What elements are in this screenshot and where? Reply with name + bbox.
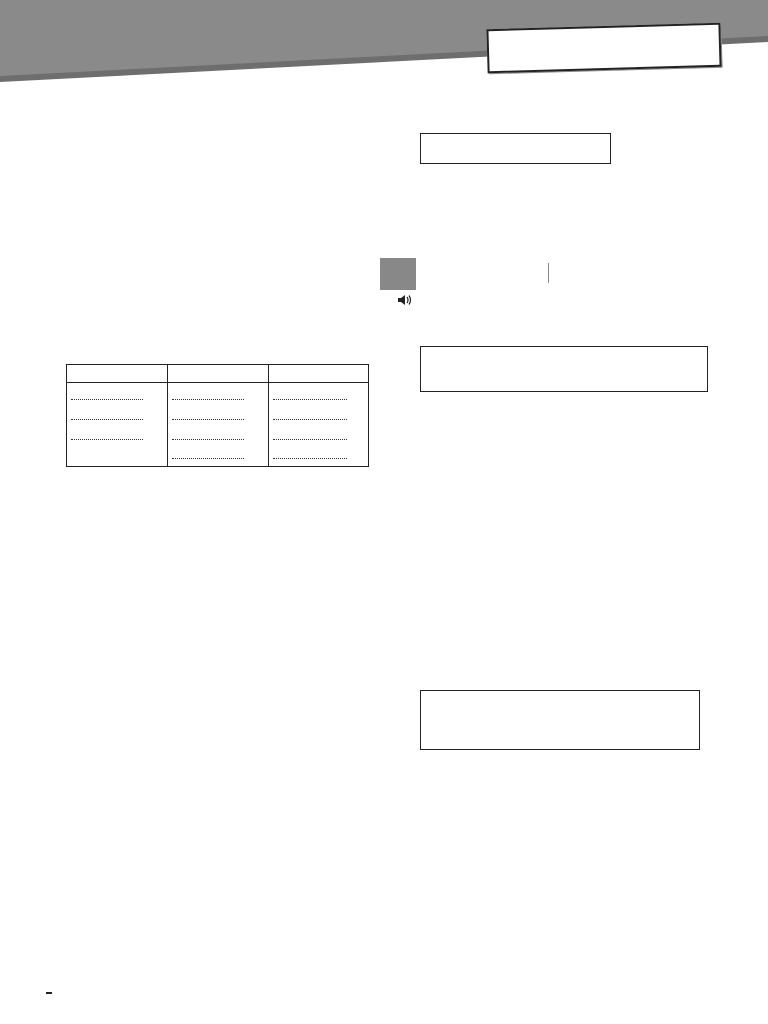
photocopiable-badge <box>46 992 52 994</box>
unit-label <box>486 23 721 74</box>
table-header <box>67 365 168 383</box>
table-cell-seasons[interactable] <box>168 383 269 467</box>
table-header <box>269 365 369 383</box>
answer-blank[interactable] <box>172 448 244 459</box>
table-cell-temperature[interactable] <box>67 383 168 467</box>
answer-blank[interactable] <box>172 389 244 400</box>
table-header <box>168 365 269 383</box>
answer-blank[interactable] <box>71 429 143 440</box>
answer-blank[interactable] <box>273 429 347 440</box>
answer-blank[interactable] <box>172 409 244 420</box>
answer-blank[interactable] <box>273 409 347 420</box>
page-header <box>0 0 768 88</box>
divider <box>548 263 549 283</box>
ex5-word-box <box>420 346 708 392</box>
pronunciation-icon <box>380 258 416 290</box>
ex2-table <box>66 364 369 467</box>
ex7-word-box <box>420 690 700 750</box>
audio-icon[interactable] <box>397 294 415 316</box>
answer-blank[interactable] <box>273 389 347 400</box>
answer-blank[interactable] <box>172 429 244 440</box>
answer-blank <box>71 389 143 400</box>
answer-blank[interactable] <box>273 448 347 459</box>
table-cell-weather[interactable] <box>269 383 369 467</box>
ex4-word-box <box>420 133 611 164</box>
answer-blank[interactable] <box>71 409 143 420</box>
